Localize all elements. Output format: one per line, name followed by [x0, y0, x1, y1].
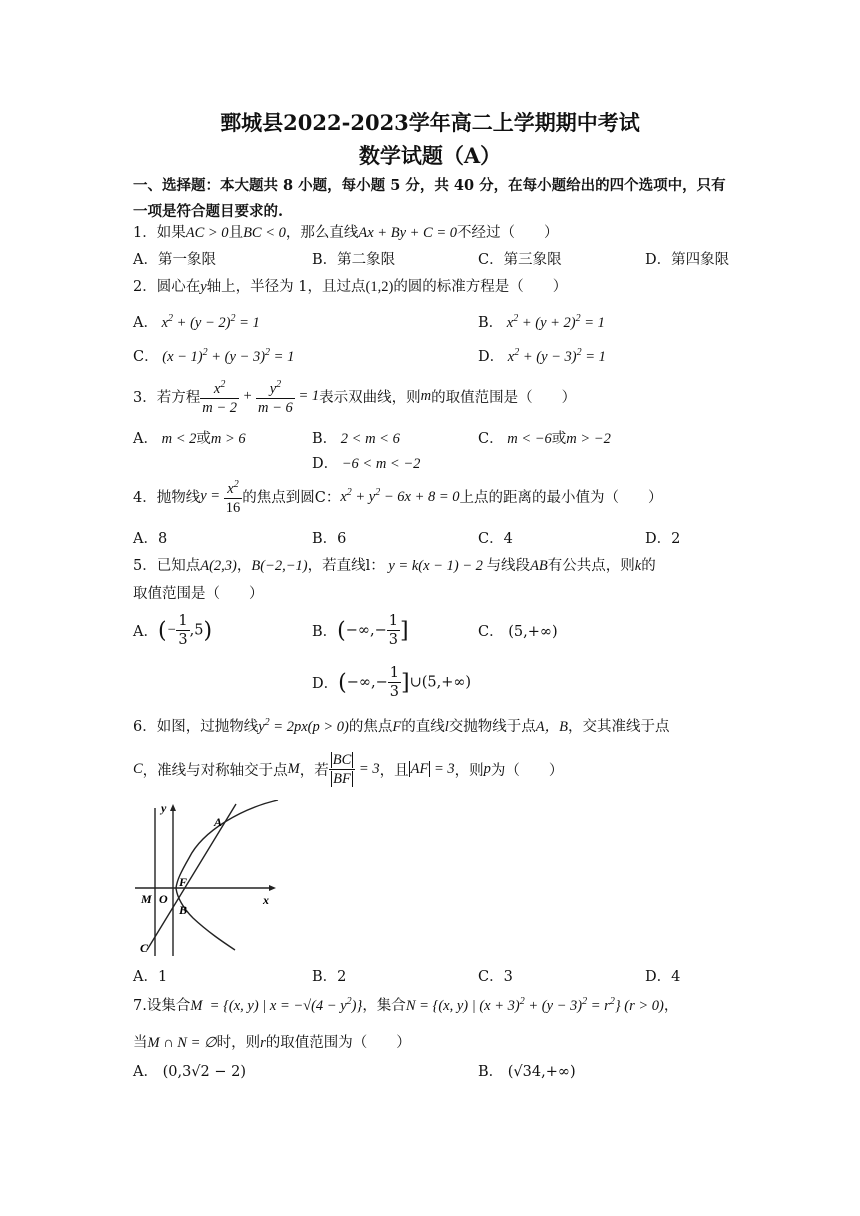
q7-option-b[interactable]: B． (√34,+∞): [478, 1064, 576, 1080]
fraction-x2-16: $\frac{x^2}{16}$: [224, 476, 243, 517]
q4-option-d[interactable]: D．2: [645, 531, 681, 547]
q1-option-c[interactable]: C．第三象限: [478, 252, 562, 268]
question-6-cont: C，准线与对称轴交于点M，若 $\frac{BC}{BF}$ = 3，且 AF = 3，则p为（ ）: [133, 752, 564, 787]
q1-option-b[interactable]: B．第二象限: [312, 252, 396, 268]
q2-option-d[interactable]: D． $x^2 + (y - 3)^2 = 1$: [478, 347, 606, 365]
q1-option-a[interactable]: A．第一象限: [133, 252, 216, 268]
parabola-figure: [133, 800, 283, 960]
focal-line: [147, 804, 236, 950]
q5-option-a[interactable]: A．(− $\frac{1}{3}$ ,5): [133, 613, 213, 648]
section-heading: 一、选择题：本大题共 8 小题，每小题 5 分，共 40 分，在每小题给出的四个选项中，只有: [133, 177, 726, 194]
question-7-cont: 当M ∩ N = ∅时，则r的取值范围为（ ）: [133, 1035, 411, 1051]
q2-option-a[interactable]: A． $x^2 + (y - 2)^2 = 1$: [133, 313, 260, 331]
q3-option-b[interactable]: B． 2 < m < 6: [312, 431, 400, 447]
q2-option-c[interactable]: C． $(x - 1)^2 + (y - 3)^2 = 1$: [133, 347, 295, 365]
label-o: O: [159, 892, 168, 906]
label-a: A: [214, 815, 223, 829]
section-heading-cont: 一项是符合题目要求的.: [133, 203, 284, 220]
q4-option-b[interactable]: B．6: [312, 531, 347, 547]
parabola-curve: [176, 800, 278, 950]
q6-option-c[interactable]: C．3: [478, 969, 513, 985]
q3-option-a[interactable]: A． m < 2或m > 6: [133, 431, 246, 447]
q6-option-a[interactable]: A．1: [133, 969, 168, 985]
page-title: 鄄城县2022-2023学年高二上学期期中考试: [220, 110, 640, 135]
fraction-x2: $\frac{x^2}{m - 2}$: [200, 376, 239, 417]
question-6: 6．如图，过抛物线$y^2 = 2px(p > 0)$的焦点F的直线l交抛物线于点A，B，交其准线于点: [133, 717, 670, 735]
q2-option-b[interactable]: B． $x^2 + (y + 2)^2 = 1$: [478, 313, 605, 331]
q5-option-d[interactable]: D．(−∞,− $\frac{1}{3}$ ]∪(5,+∞): [312, 665, 472, 700]
fraction-y2: $\frac{y^2}{m - 6}$: [256, 376, 295, 417]
question-2: 2．圆心在y轴上，半径为 1，且过点(1,2)的圆的标准方程是（ ）: [133, 279, 568, 295]
label-x: x: [263, 893, 269, 907]
q5-option-b[interactable]: B．(−∞,− $\frac{1}{3}$ ]: [312, 613, 409, 648]
label-m: M: [141, 892, 152, 906]
question-7: 7.设集合M = {(x, y) | $x = -√(4 - y^2)$}，集合N = {(x, y) | $(x + 3)^2 + (y - 3)^2 = r^2$} (r > 0)，: [133, 996, 679, 1014]
label-y: y: [161, 801, 167, 815]
question-4: 4．抛物线y = $\frac{x^2}{16}$ 的焦点到圆C：$x^2 + y^2 - 6x + 8 = 0$上点的距离的最小值为（ ）: [133, 476, 663, 517]
q1-option-d[interactable]: D．第四象限: [645, 252, 730, 268]
question-5-cont: 取值范围是（ ）: [133, 586, 264, 602]
q6-option-b[interactable]: B．2: [312, 969, 347, 985]
label-b: B: [179, 903, 188, 917]
page-subtitle: 数学试题（A）: [358, 143, 502, 168]
question-3: 3．若方程 $\frac{x^2}{m - 2}$ + $\frac{y^2}{m - 6}$ = 1表示双曲线，则m的取值范围是（ ）: [133, 376, 576, 417]
q7-option-a[interactable]: A． (0,3√2 − 2): [133, 1064, 247, 1080]
label-c: C: [140, 941, 149, 955]
question-1: 1．如果AC > 0且BC < 0，那么直线Ax + By + C = 0不经过（ ）: [133, 225, 559, 241]
q3-option-c[interactable]: C． m < −6或m > −2: [478, 431, 611, 447]
q4-option-a[interactable]: A．8: [133, 531, 168, 547]
q6-option-d[interactable]: D．4: [645, 969, 681, 985]
q4-option-c[interactable]: C．4: [478, 531, 513, 547]
q5-option-c[interactable]: C． (5,+∞): [478, 624, 558, 640]
question-5: 5．已知点A(2,3)，B(−2,−1)，若直线l： y = k(x − 1) − 2 与线段AB有公共点，则k的: [133, 558, 656, 574]
label-f: F: [179, 875, 188, 889]
q3-option-d[interactable]: D． −6 < m < −2: [312, 456, 421, 472]
fraction-bc-bf: $\frac{BC}{BF}$: [329, 751, 356, 788]
